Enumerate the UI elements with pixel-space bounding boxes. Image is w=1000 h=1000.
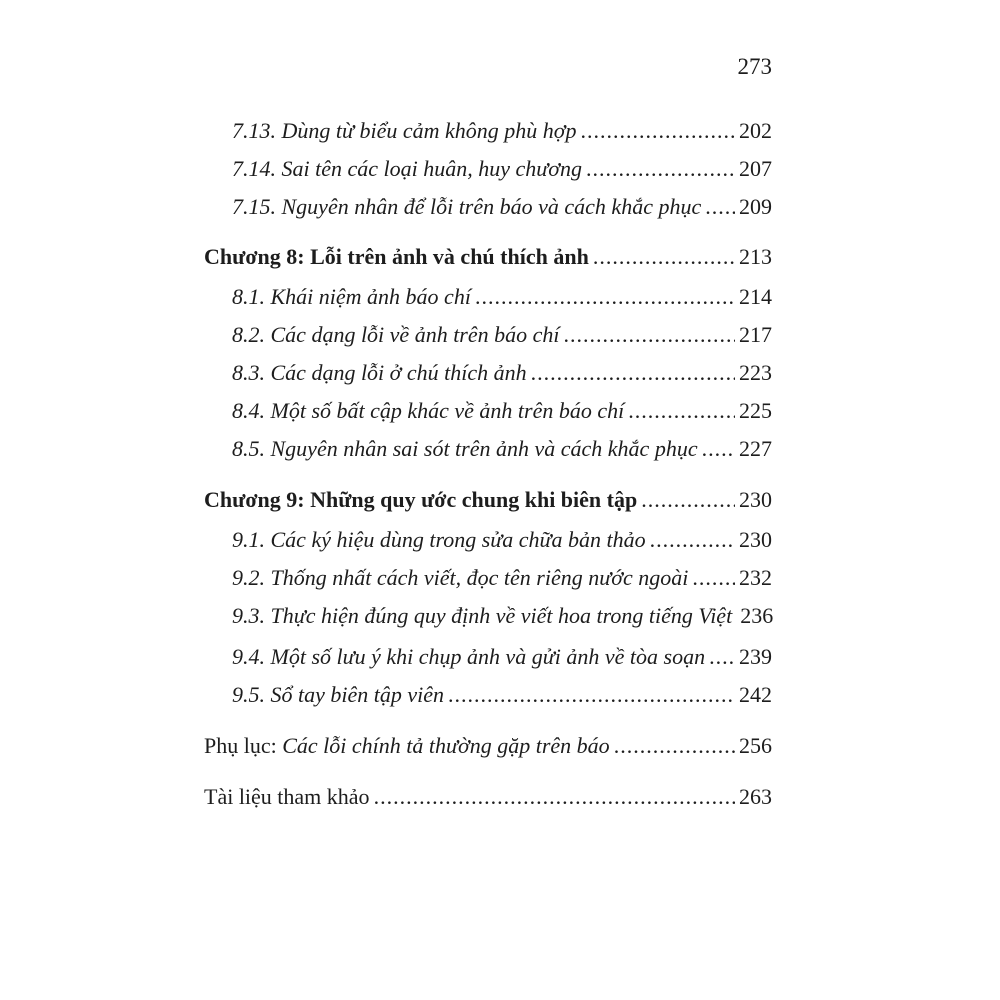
entry-number: 9.4. bbox=[232, 644, 265, 669]
entry-title: Các ký hiệu dùng trong sửa chữa bản thảo bbox=[270, 527, 646, 552]
entry-number: 8.3. bbox=[232, 360, 265, 385]
entry-page: 263 bbox=[739, 784, 772, 809]
toc-entry-7-15 bbox=[0, 192, 772, 222]
entry-number: 9.1. bbox=[232, 527, 265, 552]
toc-entry-9-1 bbox=[0, 525, 772, 555]
entry-page: 239 bbox=[739, 644, 772, 669]
toc-entry-9-2 bbox=[0, 563, 772, 593]
entry-title: Nguyên nhân sai sót trên ảnh và cách khắc phục bbox=[270, 436, 698, 461]
toc-chapter-9 bbox=[0, 485, 772, 515]
entry-page: 242 bbox=[739, 682, 772, 707]
entry-title: Các dạng lỗi về ảnh trên báo chí bbox=[270, 322, 560, 347]
entry-page: 209 bbox=[739, 194, 772, 219]
entry-title: Sổ tay biên tập viên bbox=[270, 682, 445, 707]
entry-number: 7.13. bbox=[232, 118, 276, 143]
entry-page: 230 bbox=[739, 527, 772, 552]
toc-entry-9-3 bbox=[0, 601, 772, 631]
entry-page: 213 bbox=[739, 244, 772, 269]
entry-number: 8.4. bbox=[232, 398, 265, 423]
page-number: 273 bbox=[737, 54, 772, 79]
dot-leader bbox=[692, 563, 735, 593]
toc-entry-8-4 bbox=[0, 396, 772, 426]
entry-title: Khái niệm ảnh báo chí bbox=[270, 284, 471, 309]
dot-leader bbox=[448, 680, 735, 710]
dot-leader bbox=[475, 282, 735, 312]
entry-title: Một số lưu ý khi chụp ảnh và gửi ảnh về tòa soạn bbox=[270, 644, 706, 669]
dot-leader bbox=[581, 116, 735, 146]
dot-leader bbox=[702, 434, 735, 464]
toc-references bbox=[0, 782, 772, 812]
dot-leader bbox=[531, 358, 735, 388]
entry-number: 8.1. bbox=[232, 284, 265, 309]
toc-entry-8-3 bbox=[0, 358, 772, 388]
entry-page: 217 bbox=[739, 322, 772, 347]
dot-leader bbox=[564, 320, 735, 350]
entry-page: 230 bbox=[739, 487, 772, 512]
entry-number: 7.15. bbox=[232, 194, 276, 219]
toc-entry-9-5 bbox=[0, 680, 772, 710]
entry-title: Thực hiện đúng quy định về viết hoa trong tiếng Việt bbox=[270, 603, 733, 628]
entry-page: 236 bbox=[740, 603, 774, 628]
entry-title: Sai tên các loại huân, huy chương bbox=[281, 156, 583, 181]
dot-leader bbox=[650, 525, 735, 555]
entry-page: 225 bbox=[739, 398, 772, 423]
dot-leader bbox=[628, 396, 735, 426]
entry-title: Một số bất cập khác về ảnh trên báo chí bbox=[270, 398, 625, 423]
toc-entry-8-5 bbox=[0, 434, 772, 464]
chapter-number: Chương 9: bbox=[204, 487, 305, 512]
entry-page: 232 bbox=[739, 565, 772, 590]
entry-title: Dùng từ biểu cảm không phù hợp bbox=[281, 118, 577, 143]
entry-number: 9.3. bbox=[232, 603, 265, 628]
entry-page: 214 bbox=[739, 284, 772, 309]
references-title: Tài liệu tham khảo bbox=[204, 784, 370, 809]
dot-leader bbox=[709, 642, 735, 672]
entry-number: 9.2. bbox=[232, 565, 265, 590]
chapter-number: Chương 8: bbox=[204, 244, 305, 269]
entry-page: 207 bbox=[739, 156, 772, 181]
dot-leader bbox=[593, 242, 735, 272]
entry-page: 202 bbox=[739, 118, 772, 143]
toc-entry-9-4 bbox=[0, 642, 772, 672]
dot-leader bbox=[641, 485, 735, 515]
toc-chapter-8 bbox=[0, 242, 772, 272]
entry-page: 227 bbox=[739, 436, 772, 461]
chapter-title: Lỗi trên ảnh và chú thích ảnh bbox=[310, 244, 589, 269]
entry-title: Các dạng lỗi ở chú thích ảnh bbox=[270, 360, 527, 385]
entry-page: 223 bbox=[739, 360, 772, 385]
entry-number: 7.14. bbox=[232, 156, 276, 181]
toc-entry-8-2 bbox=[0, 320, 772, 350]
entry-number: 8.2. bbox=[232, 322, 265, 347]
toc-entry-7-14 bbox=[0, 154, 772, 184]
entry-title: Thống nhất cách viết, đọc tên riêng nước ngoài bbox=[270, 565, 689, 590]
appendix-label: Phụ lục: bbox=[204, 733, 277, 758]
dot-leader bbox=[614, 731, 735, 761]
toc-entry-8-1 bbox=[0, 282, 772, 312]
dot-leader bbox=[705, 192, 735, 222]
toc-entry-7-13 bbox=[0, 116, 772, 146]
appendix-title: Các lỗi chính tả thường gặp trên báo bbox=[282, 733, 610, 758]
toc-appendix bbox=[0, 731, 772, 761]
dot-leader bbox=[374, 782, 735, 812]
chapter-title: Những quy ước chung khi biên tập bbox=[310, 487, 638, 512]
entry-page: 256 bbox=[739, 733, 772, 758]
entry-title: Nguyên nhân để lỗi trên báo và cách khắc phục bbox=[281, 194, 702, 219]
entry-number: 9.5. bbox=[232, 682, 265, 707]
dot-leader bbox=[586, 154, 735, 184]
entry-number: 8.5. bbox=[232, 436, 265, 461]
